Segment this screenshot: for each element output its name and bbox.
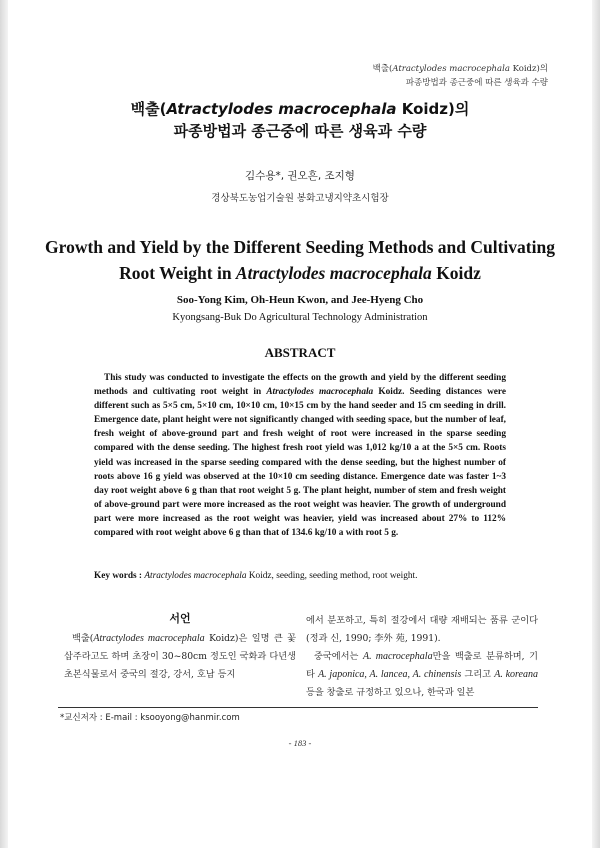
corresponding-author-footnote: *교신저자 : E-mail : ksooyong@hanmir.com xyxy=(60,713,240,723)
abstract-heading: ABSTRACT xyxy=(264,345,336,360)
intro-right-paragraph-1: 에서 분포하고, 특히 절강에서 대량 재배되는 품류 군이다(정과 신, 1990; 李外 苑, 1991). xyxy=(306,615,538,644)
keywords: Key words : Atractylodes macrocephala Koidz, seeding, seeding method, root weight. xyxy=(94,571,418,581)
korean-title: 백출(Atractylodes macrocephala Koidz)의 파종방법과 종근중에 따른 생육과 수량 xyxy=(130,100,470,140)
intro-left-column: 백출(Atractylodes macrocephala Koidz)은 일명 큰 꽃삽주라고도 하며 초장이 30~80cm 정도인 국화과 다년생 초본식물로서 중국의 절강, 강서, 호남 등지 xyxy=(64,633,296,680)
intro-heading: 서언 xyxy=(169,612,191,625)
korean-authors: 김수용*, 권오흔, 조지형 xyxy=(245,170,355,182)
korean-affiliation: 경상북도농업기술원 봉화고냉지약초시험장 xyxy=(211,193,389,204)
running-header: 백출(Atractylodes macrocephala Koidz)의 파종방법과 종근중에 따른 생육과 수량 xyxy=(372,64,548,88)
footnote-divider xyxy=(58,707,538,708)
abstract-body: This study was conducted to investigate the effects on the growth and yield by the different seeding methods and cultivating root weight in Atractylodes macrocephala Koidz. Seeding distances were different such as 5×5 cm, 5×10 cm, 10×10 cm, 10×15 cm by the hand seeder and 15 cm seeding in drill. Emergence date, plant height were not significantly changed with seeding space, but the number of leaf, fresh weight of above-ground part and fresh weight of root were increased in the sparse seeding compared with the dense seeding. The highest fresh root yield was 1,012 kg/10 a at the 5×5 cm. Roots yield was increased in the sparse seeding compared with the dense seeding, but the highest number of roots above 16 g yield was observed at the 10×10 cm seeding distance. Emergence date was faster 1~3 day root weight above 6 g than that root weight 5 g. The plant height, number of stem and fresh weight of above-ground part were more increased as the root weight was heavier. The growth of underground part were more increased as the root weight was heavier, yield was increased about 27% to 112% compared with root weight above 6 g than that of 134.6 kg/10 a with root 5 g. xyxy=(94,373,507,539)
intro-right-column xyxy=(306,612,538,702)
intro-right-paragraph-2: 중국에서는 A. macrocephala만을 백출로 분류하며, 기타 A. japonica, A. lancea, A. chinensis 그리고 A. koreana 등을 창출로 규정하고 있으나, 한국과 일본 xyxy=(306,651,538,698)
english-title: Growth and Yield by the Different Seeding Methods and Cultivating Root Weight in Atractylodes macrocephala Koidz xyxy=(45,237,555,283)
english-authors: Soo-Yong Kim, Oh-Heun Kwon, and Jee-Hyeng Cho xyxy=(176,294,424,306)
page-number: - 183 - xyxy=(288,738,312,748)
english-affiliation: Kyongsang-Buk Do Agricultural Technology Administration xyxy=(172,312,428,323)
